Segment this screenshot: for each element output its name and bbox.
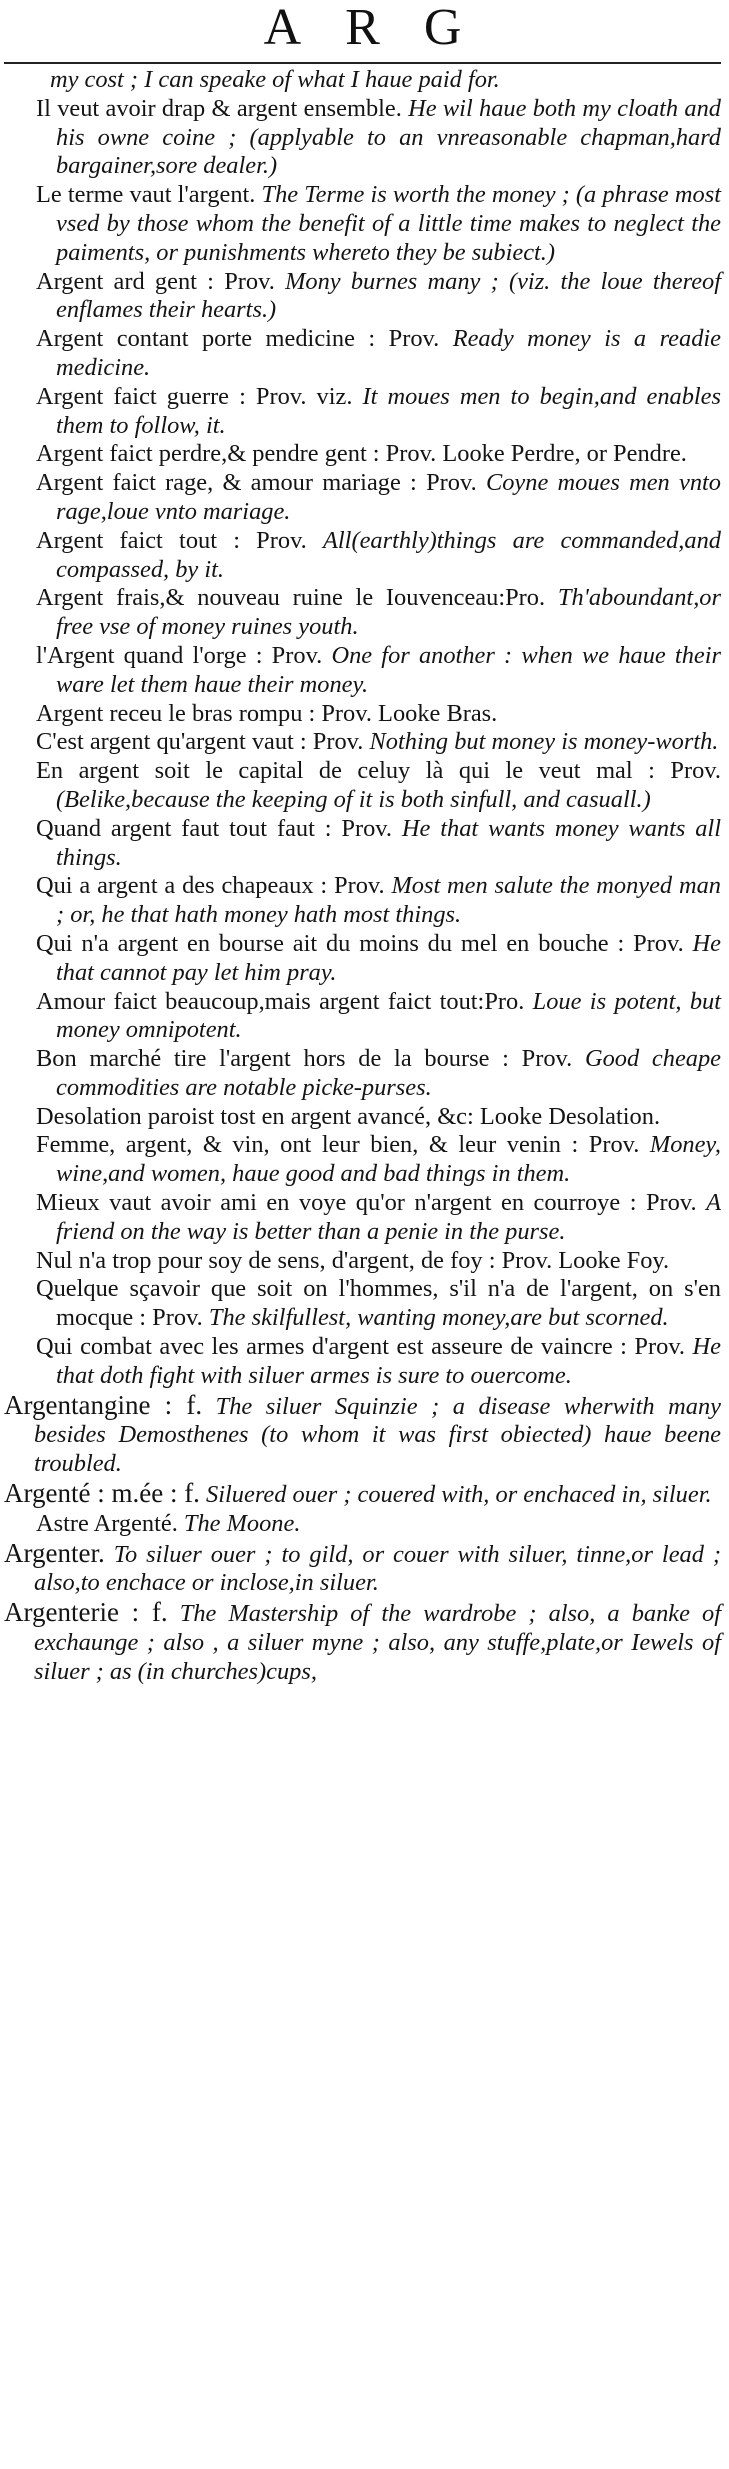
entry-english-gloss: The Terme is worth the money ; (a phrase most vsed by those whom the benefit of a little time makes to neglect the paiments, or punishments whereto they be subiect.)	[56, 181, 721, 266]
dictionary-entry	[4, 1247, 721, 1276]
dictionary-entry	[4, 584, 721, 642]
dictionary-entry	[4, 95, 721, 181]
dictionary-entry	[4, 181, 721, 267]
entry-french-text: Argent faict rage, & amour mariage : Prov.	[36, 469, 477, 497]
entry-english-gloss: Ready money is a readie medicine.	[56, 325, 721, 381]
dictionary-entry	[4, 1103, 721, 1132]
entry-english-gloss: Money, wine,and women, haue good and bad things in them.	[56, 1131, 721, 1188]
entry-french-text: Argent contant porte medicine : Prov.	[36, 325, 440, 353]
entry-french-text: Quelque sçavoir que soit on l'hommes, s'il n'a de l'argent, on s'en mocque : Prov.	[36, 1275, 721, 1332]
dictionary-entry	[4, 383, 721, 441]
dictionary-entry	[4, 1391, 721, 1479]
entry-english-gloss: Th'aboundant,or free vse of money ruines youth.	[56, 584, 721, 641]
entry-english-gloss: Mony burnes many ; (viz. the loue thereof enflames their hearts.)	[56, 267, 722, 324]
dictionary-entry	[4, 872, 721, 930]
entry-french-text: Qui n'a argent en bourse ait du moins du mel en bouche : Prov.	[36, 929, 684, 957]
running-head: ARG	[263, 0, 506, 56]
dictionary-entry	[4, 1539, 721, 1599]
entry-english-gloss: The Moone.	[183, 1509, 301, 1537]
dictionary-entry	[4, 1479, 721, 1510]
dictionary-entry	[4, 700, 721, 729]
entry-french-text: Argent faict perdre,& pendre gent : Prov. Looke Perdre, or Pendre.	[36, 440, 687, 468]
entry-french-text: Argenter.	[4, 1537, 105, 1568]
entry-english-gloss: It moues men to begin,and enables them to follow, it.	[56, 382, 721, 439]
entry-english-gloss: Siluered ouer ; couered with, or enchaced in, siluer.	[206, 1481, 712, 1509]
entry-french-text: Il veut avoir drap & argent ensemble.	[36, 94, 402, 122]
dictionary-entry	[4, 1189, 721, 1247]
entry-english-gloss: my cost ; I can speake of what I haue paid for.	[50, 66, 500, 93]
dictionary-entry	[4, 728, 721, 757]
entry-french-text: Astre Argenté.	[36, 1509, 178, 1537]
header-rule	[4, 62, 721, 64]
entry-english-gloss: The siluer Squinzie ; a disease wherwith many besides Demosthenes (to whom it was first obiected) haue beene troubled.	[34, 1392, 721, 1478]
dictionary-entry	[4, 1275, 721, 1333]
entry-french-text: Argentangine : f.	[4, 1389, 203, 1420]
entry-french-text: C'est argent qu'argent vaut : Prov.	[36, 728, 364, 756]
entry-french-text: En argent soit le capital de celuy là qui le veut mal : Prov.	[36, 757, 721, 785]
entry-french-text: Argent faict guerre : Prov. viz.	[36, 382, 353, 410]
entry-english-gloss: He that doth fight with siluer armes is sure to ouercome.	[56, 1333, 721, 1389]
dictionary-entry	[4, 268, 721, 326]
entry-french-text: Argenterie : f.	[4, 1597, 168, 1628]
dictionary-entry	[4, 815, 721, 873]
entry-english-gloss: He that cannot pay let him pray.	[56, 929, 721, 986]
entry-english-gloss: Most men salute the monyed man ; or, he that hath money hath most things.	[56, 872, 721, 929]
dictionary-entry	[4, 1333, 721, 1391]
entry-french-text: Argent ard gent : Prov.	[36, 267, 275, 295]
dictionary-entry	[4, 1510, 721, 1539]
dictionary-entry	[4, 1598, 721, 1686]
dictionary-entry	[4, 527, 721, 585]
entry-french-text: Nul n'a trop pour soy de sens, d'argent, de foy : Prov. Looke Foy.	[36, 1246, 670, 1274]
entry-english-gloss: Loue is potent, but money omnipotent.	[56, 987, 721, 1044]
dictionary-entry	[4, 930, 721, 988]
entry-french-text: Qui a argent a des chapeaux : Prov.	[36, 872, 385, 900]
dictionary-entry	[4, 642, 721, 700]
entry-french-text: Femme, argent, & vin, ont leur bien, & leur venin : Prov.	[36, 1131, 640, 1159]
entry-french-text: Qui combat avec les armes d'argent est asseure de vaincre : Prov.	[36, 1333, 686, 1361]
entry-french-text: Argent receu le bras rompu : Prov. Looke Bras.	[36, 699, 498, 727]
entry-french-text: Bon marché tire l'argent hors de la bourse : Prov.	[36, 1045, 573, 1073]
dictionary-entry	[4, 1045, 721, 1103]
entry-french-text: Amour faict beaucoup,mais argent faict tout:Pro.	[36, 987, 525, 1015]
entry-french-text: Argent faict tout : Prov.	[36, 526, 307, 554]
entry-english-gloss: To siluer ouer ; to gild, or couer with siluer, tinne,or lead ; also,to enchace or inclose,in siluer.	[34, 1540, 721, 1597]
entry-french-text: Mieux vaut avoir ami en voye qu'or n'argent en courroye : Prov.	[36, 1189, 697, 1217]
entry-english-gloss: He that wants money wants all things.	[56, 814, 721, 871]
dictionary-entry	[4, 469, 721, 527]
entry-list	[4, 60, 721, 1687]
entry-french-text: l'Argent quand l'orge : Prov.	[36, 641, 323, 669]
entry-english-gloss: One for another : when we haue their ware let them haue their money.	[56, 641, 721, 698]
entry-french-text: Quand argent faut tout faut : Prov.	[36, 814, 393, 842]
entry-english-gloss: He wil haue both my cloath and his owne coine ; (applyable to an vnreasonable chapman,hard bargainer,sore dealer.)	[56, 94, 721, 180]
entry-english-gloss: Coyne moues men vnto rage,loue vnto mariage.	[56, 469, 721, 525]
entry-english-gloss: The skilfullest, wanting money,are but scorned.	[208, 1304, 669, 1332]
dictionary-entry	[4, 325, 721, 383]
dictionary-entry	[4, 1131, 721, 1189]
entry-english-gloss: A friend on the way is better than a penie in the purse.	[56, 1189, 721, 1245]
entry-french-text: Desolation paroist tost en argent avancé, &c: Looke Desolation.	[36, 1102, 661, 1130]
entry-french-text: Le terme vaut l'argent.	[36, 181, 256, 209]
entry-french-text: Argenté : m.ée : f.	[4, 1478, 200, 1509]
dictionary-entry	[4, 988, 721, 1046]
entry-english-gloss: Nothing but money is money-worth.	[369, 728, 719, 756]
entry-english-gloss: (Belike,because the keeping of it is both sinfull, and casuall.)	[56, 785, 651, 813]
entry-english-gloss: The Mastership of the wardrobe ; also, a banke of exchaunge ; also , a siluer myne ; also, any stuffe,plate,or Iewels of siluer ; as (in churches)cups,	[34, 1600, 721, 1685]
entry-english-gloss: Good cheape commodities are notable picke-purses.	[56, 1045, 721, 1101]
dictionary-entry	[4, 66, 721, 95]
page-header	[4, 0, 721, 60]
entry-french-text: Argent frais,& nouveau ruine le Iouvenceau:Pro.	[36, 584, 546, 612]
dictionary-entry	[4, 757, 721, 815]
dictionary-entry	[4, 440, 721, 469]
entry-english-gloss: All(earthly)things are commanded,and compassed, by it.	[56, 526, 721, 583]
